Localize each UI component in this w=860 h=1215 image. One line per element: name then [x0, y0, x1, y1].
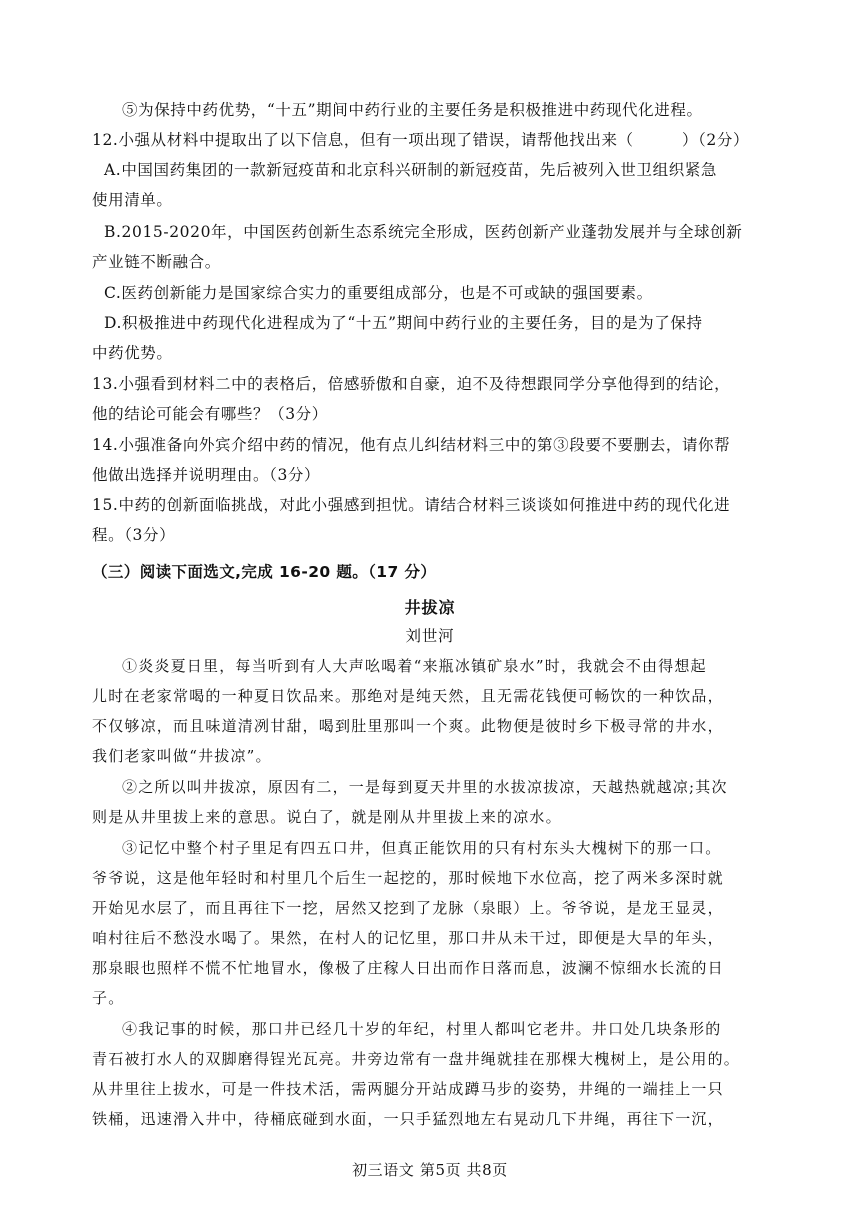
q15-line1: 15.中药的创新面临挑战，对此小强感到担忧。请结合材料三谈谈如何推进中药的现代化进	[92, 496, 731, 514]
article-p1-line1: ①炎炎夏日里，每当听到有人大声吆喝着“来瓶冰镇矿泉水”时，我就会不由得想起	[122, 657, 707, 675]
article-p4-line1: ④我记事的时候，那口井已经几十岁的年纪，村里人都叫它老井。井口处几块条形的	[122, 1020, 722, 1038]
article-p3-line5: 那泉眼也照样不慌不忙地冒水，像极了庄稼人日出而作日落而息，波澜不惊细水长流的日	[92, 959, 724, 977]
q12-option-c: C.医药创新能力是国家综合实力的重要组成部分，也是不可或缺的强国要素。	[104, 284, 653, 302]
article-p3-line3: 开始见水层了，而且再往下一挖，居然又挖到了龙脉（泉眼）上。爷爷说，是龙王显灵，	[92, 899, 724, 917]
article-p1-line2: 儿时在老家常喝的一种夏日饮品来。那绝对是纯天然，且无需花钱便可畅饮的一种饮品，	[92, 687, 724, 705]
page-footer: 初三语文 第5页 共8页	[352, 1161, 508, 1179]
article-title: 井拔凉	[404, 598, 456, 617]
q15-line2: 程。（3分）	[92, 526, 176, 544]
article-p4-line3: 从井里往上拔水，可是一件技术活，需两腿分开站成蹲马步的姿势，井绳的一端挂上一只	[92, 1080, 724, 1098]
q14-line2: 他做出选择并说明理由。（3分）	[92, 466, 321, 484]
q14-line1: 14.小强准备向外宾介绍中药的情况，他有点儿纠结材料三中的第③段要不要删去，请你帮	[92, 436, 731, 454]
q12-option-b-line1: B.2015-2020年，中国医药创新生态系统完全形成，医药创新产业蓬勃发展并与全球创新	[104, 223, 743, 241]
q12-stem: 12.小强从材料中提取出了以下信息，但有一项出现了错误，请帮他找出来（ ）（2分）	[92, 131, 750, 149]
article-p3-line6: 子。	[92, 989, 125, 1007]
q12-option-a-line2: 使用清单。	[92, 191, 173, 209]
q12-option-b-line2: 产业链不断融合。	[92, 253, 221, 271]
article-p2-line2: 则是从井里拔上来的意思。说白了，就是刚从井里拔上来的凉水。	[92, 808, 562, 826]
q12-option-d-line1: D.积极推进中药现代化进程成为了“十五”期间中药行业的主要任务，目的是为了保持	[104, 314, 703, 332]
q12-option-d-line2: 中药优势。	[92, 344, 173, 362]
q13-line2: 他的结论可能会有哪些？（3分）	[92, 405, 328, 423]
article-p3-line2: 爷爷说，这是他年轻时和村里几个后生一起挖的，那时候地下水位高，挖了两米多深时就	[92, 869, 724, 887]
q11-item-5: ⑤为保持中药优势，“十五”期间中药行业的主要任务是积极推进中药现代化进程。	[122, 101, 703, 119]
article-p2-line1: ②之所以叫井拔凉，原因有二，一是每到夏天井里的水拔凉拔凉，天越热就越凉;其次	[122, 778, 728, 796]
article-p4-line4: 铁桶，迅速滑入井中，待桶底碰到水面，一只手猛烈地左右晃动几下井绳，再往下一沉，	[92, 1110, 724, 1128]
article-author: 刘世河	[405, 627, 455, 645]
q12-option-a-line1: A.中国国药集团的一款新冠疫苗和北京科兴研制的新冠疫苗，先后被列入世卫组织紧急	[104, 161, 718, 179]
article-p1-line3: 不仅够凉，而且味道清冽甘甜，喝到肚里那叫一个爽。此物便是彼时乡下极寻常的井水，	[92, 717, 724, 735]
article-p1-line4: 我们老家叫做“井拔凉”。	[92, 747, 272, 765]
article-p4-line2: 青石被打水人的双脚磨得锃光瓦亮。井旁边常有一盘井绳就挂在那棵大槐树上，是公用的。	[92, 1050, 741, 1068]
q13-line1: 13.小强看到材料二中的表格后，倍感骄傲和自豪，迫不及待想跟同学分享他得到的结论，	[92, 375, 731, 393]
article-p3-line4: 咱村往后不愁没水喝了。果然，在村人的记忆里，那口井从未干过，即便是大旱的年头，	[92, 929, 724, 947]
section-3-heading: （三）阅读下面选文,完成 16-20 题。（17 分）	[92, 563, 437, 581]
article-p3-line1: ③记忆中整个村子里足有四五口井，但真正能饮用的只有村东头大槐树下的那一口。	[122, 839, 722, 857]
